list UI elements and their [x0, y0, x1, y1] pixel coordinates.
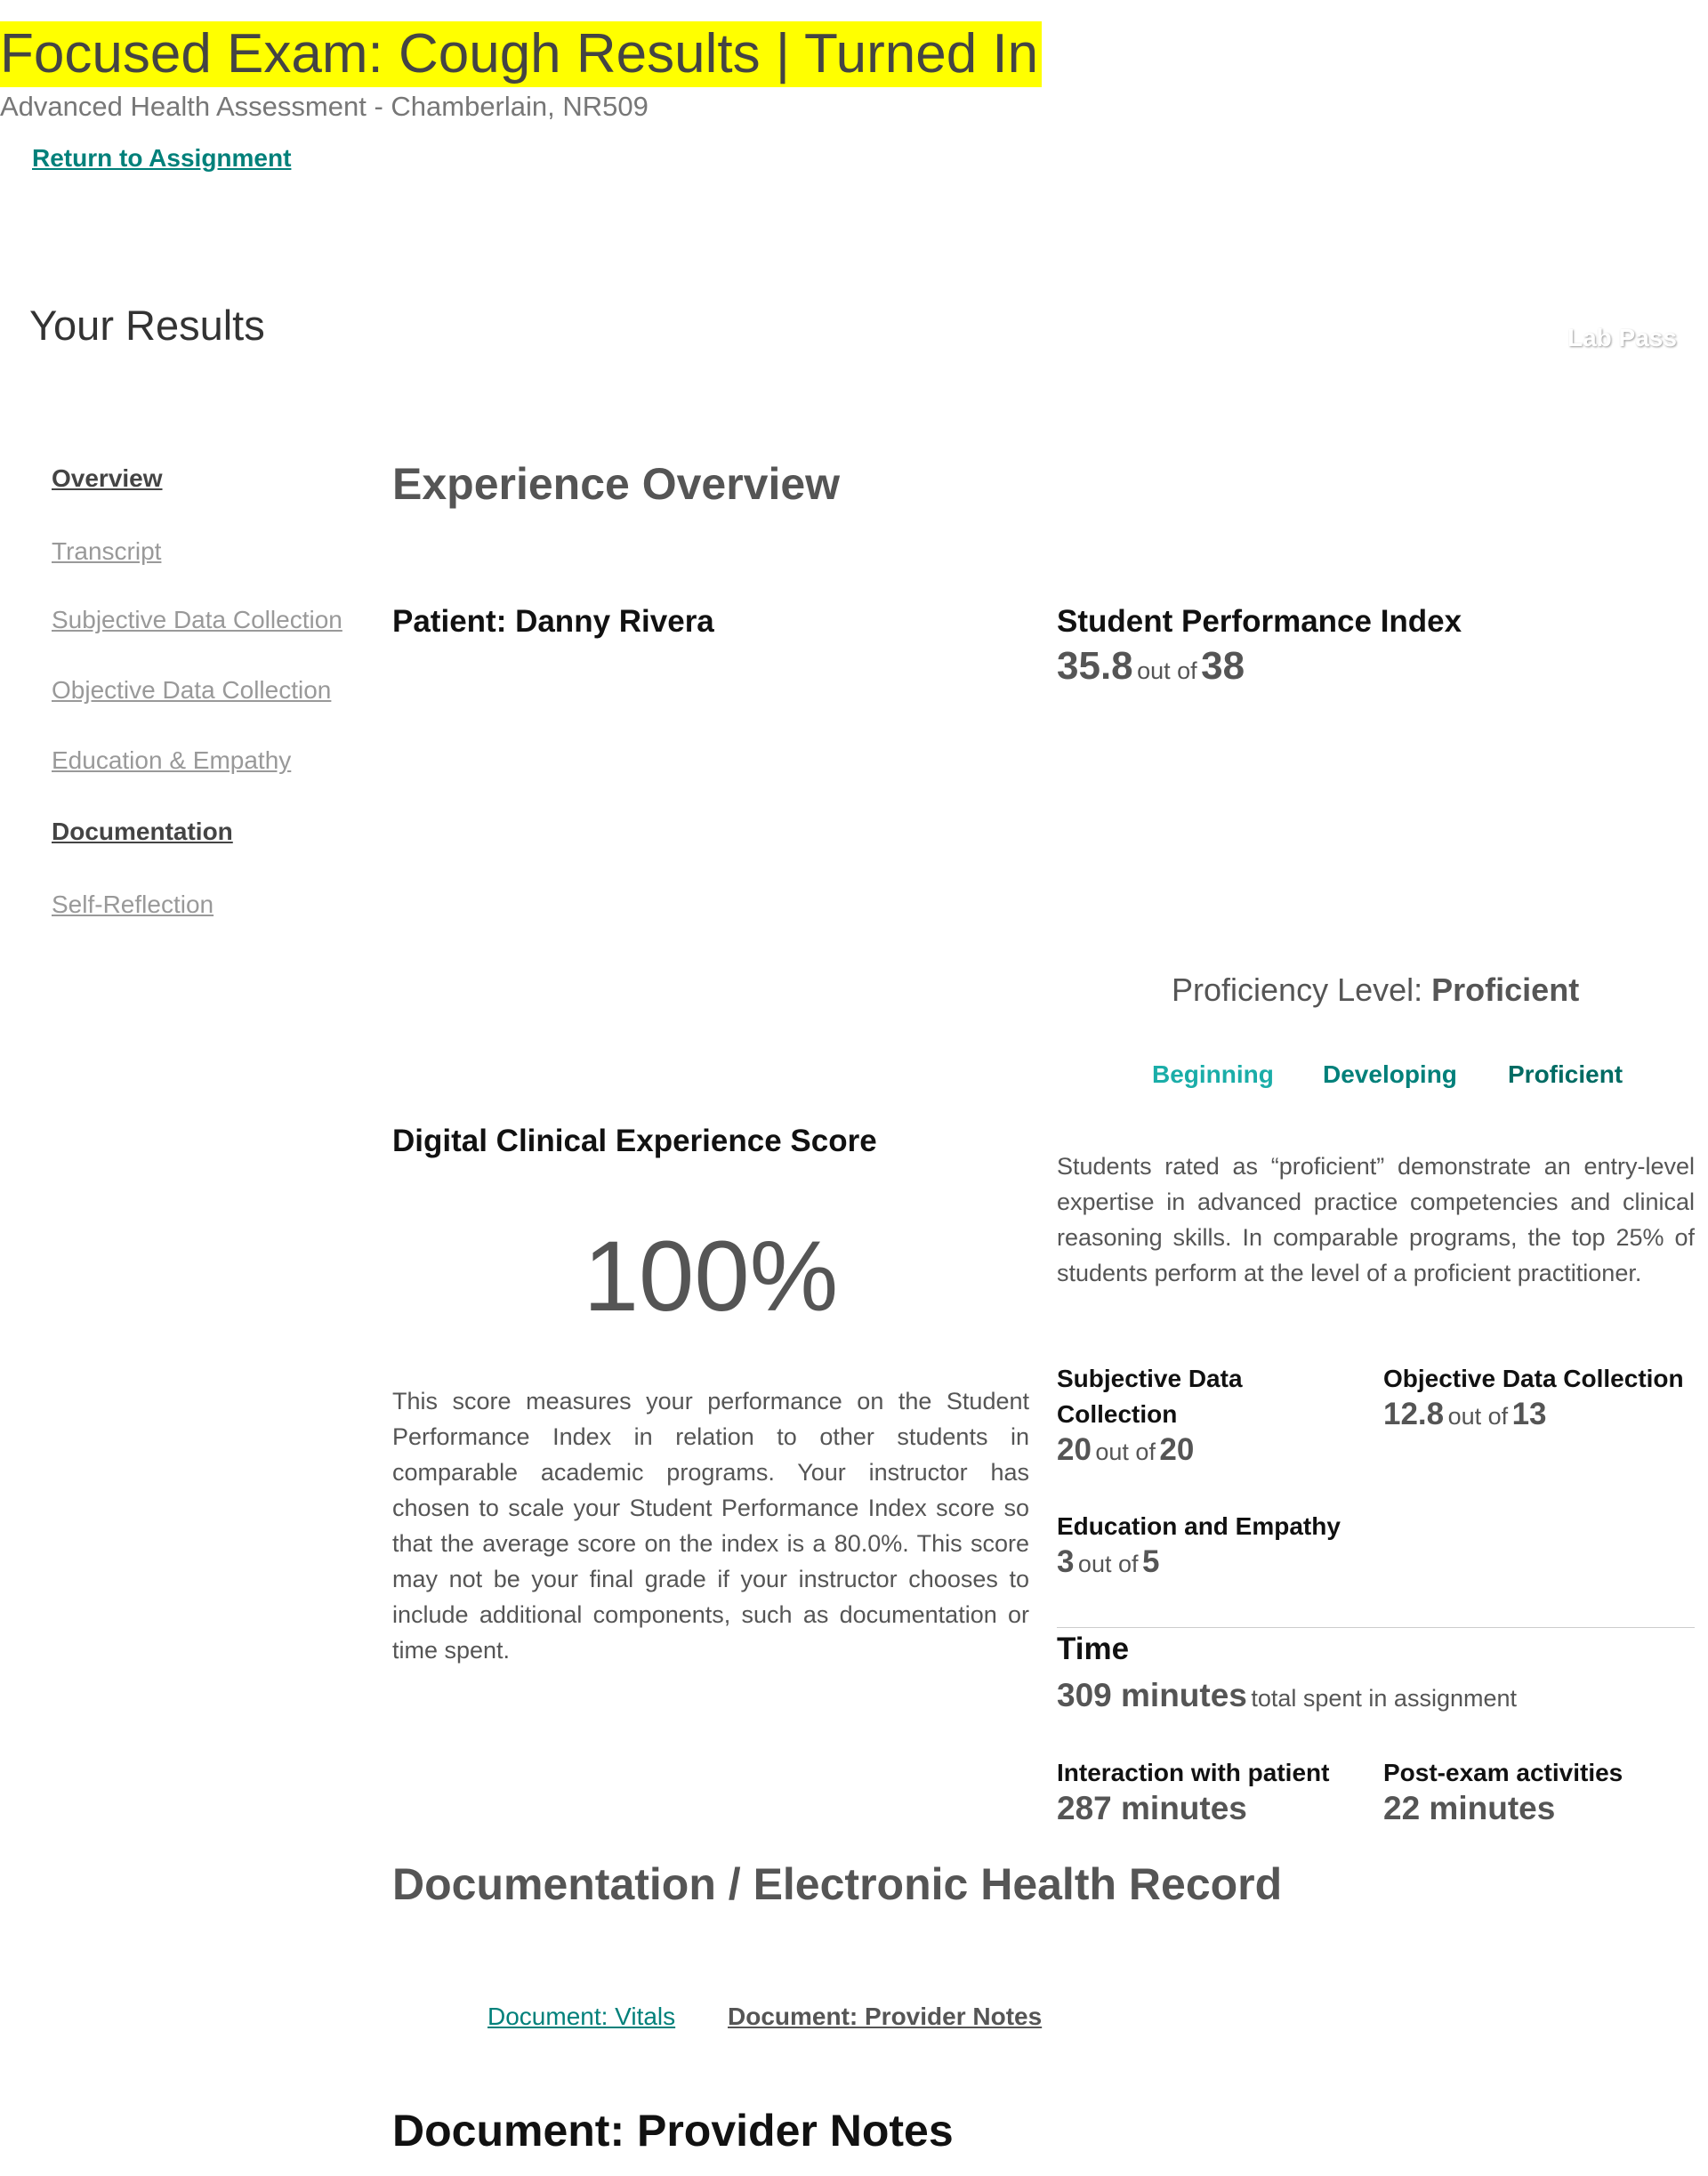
category-subjective [1057, 1361, 1359, 1468]
page-title: Focused Exam: Cough Results | Turned In [0, 21, 1042, 87]
dce-label: Digital Clinical Experience Score [392, 1124, 877, 1158]
time-total-value: 309 minutes [1057, 1677, 1247, 1713]
sidebar-item-documentation[interactable]: Documentation [52, 818, 233, 845]
category-score: 3 [1057, 1544, 1075, 1579]
experience-overview-heading: Experience Overview [392, 459, 841, 509]
category-score: 12.8 [1383, 1397, 1445, 1431]
documentation-heading: Documentation / Electronic Health Record [392, 1859, 1283, 1909]
category-total: 13 [1511, 1397, 1547, 1431]
return-to-assignment-link[interactable]: Return to Assignment [32, 144, 292, 172]
post-exam-label: Post-exam activities [1383, 1759, 1623, 1786]
category-label: Education and Empathy [1057, 1512, 1341, 1540]
dce-score: 100% [583, 1221, 839, 1332]
out-of-text: out of [1137, 657, 1197, 684]
level-beginning: Beginning [1152, 1060, 1274, 1088]
lab-pass-logo: Lab Pass [1567, 324, 1677, 351]
category-label: Subjective Data Collection [1057, 1365, 1243, 1428]
spi-value: 35.8 [1057, 644, 1133, 688]
sidebar-item-objective[interactable]: Objective Data Collection [52, 676, 332, 704]
dce-description: This score measures your performance on the Student Performance Index in relation to other students in comparable academic programs. Your instructor has chosen to scale your Student Performance Index score so that the average score on the index is a 80.0%. This score may not be your final grade if your instructor chooses to include additional components, such as documentation or time spent. [392, 1388, 1029, 1664]
category-total: 20 [1159, 1432, 1195, 1467]
interaction-value: 287 minutes [1057, 1790, 1247, 1826]
sidebar-item-education[interactable]: Education & Empathy [52, 746, 292, 774]
category-education [1057, 1509, 1341, 1580]
sidebar-item-subjective[interactable]: Subjective Data Collection [52, 606, 342, 633]
proficiency-value: Proficient [1431, 971, 1580, 1008]
spi-total: 38 [1201, 644, 1245, 688]
post-exam-value: 22 minutes [1383, 1790, 1556, 1826]
results-heading: Your Results [29, 302, 265, 349]
interaction-label: Interaction with patient [1057, 1759, 1330, 1786]
spi-score [1057, 644, 1245, 689]
out-of-text: out of [1447, 1403, 1509, 1430]
category-label: Objective Data Collection [1383, 1365, 1684, 1392]
spi-label: Student Performance Index [1057, 604, 1462, 639]
time-total [1057, 1677, 1517, 1714]
course-subtitle: Advanced Health Assessment - Chamberlain, NR509 [0, 91, 649, 122]
category-score: 20 [1057, 1432, 1092, 1467]
sidebar-item-self-reflection[interactable]: Self-Reflection [52, 891, 214, 918]
time-label: Time [1057, 1632, 1130, 1666]
sidebar-item-transcript[interactable]: Transcript [52, 537, 162, 565]
category-objective [1383, 1361, 1684, 1432]
time-total-suffix: total spent in assignment [1251, 1685, 1518, 1712]
sidebar-item-overview[interactable]: Overview [52, 464, 163, 492]
tab-document-provider-notes[interactable]: Document: Provider Notes [728, 2003, 1043, 2030]
out-of-text: out of [1095, 1439, 1156, 1465]
tab-document-vitals[interactable]: Document: Vitals [487, 2003, 676, 2030]
provider-notes-heading: Document: Provider Notes [392, 2106, 954, 2156]
divider [1057, 1627, 1695, 1628]
proficiency-description: Students rated as “proficient” demonstrate an entry-level expertise in advanced practice competencies and clinical reasoning skills. In comparable programs, the top 25% of students perform at the level of a proficient practitioner. [1057, 1153, 1695, 1286]
level-developing: Developing [1323, 1060, 1457, 1088]
proficiency-level [1172, 971, 1579, 1009]
proficiency-label: Proficiency Level: [1172, 971, 1423, 1008]
category-total: 5 [1141, 1544, 1160, 1579]
patient-name: Patient: Danny Rivera [392, 604, 714, 639]
out-of-text: out of [1077, 1551, 1139, 1577]
level-proficient: Proficient [1508, 1060, 1623, 1088]
